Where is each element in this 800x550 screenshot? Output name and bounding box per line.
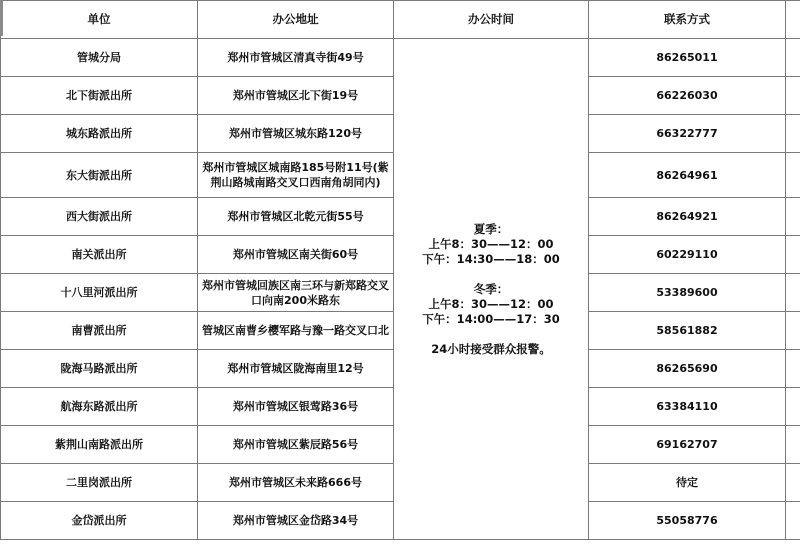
- edge-cell: [786, 350, 800, 388]
- winter-title: 冬季：: [473, 281, 509, 296]
- edge-cell: [786, 39, 800, 77]
- address-cell: 郑州市管城区北下街19号: [198, 77, 394, 115]
- phone-cell: 69162707: [589, 426, 786, 464]
- address-cell: 郑州市管城区北乾元街55号: [198, 198, 394, 236]
- summer-morning: 上午8：30——12：00: [428, 236, 554, 251]
- phone-cell: 58561882: [589, 312, 786, 350]
- winter-morning: 上午8：30——12：00: [428, 296, 554, 311]
- phone-cell: 55058776: [589, 502, 786, 540]
- address-cell: 郑州市管城区南关街60号: [198, 236, 394, 274]
- edge-cell: [786, 274, 800, 312]
- phone-cell: 66226030: [589, 77, 786, 115]
- address-cell: 郑州市管城区未来路666号: [198, 464, 394, 502]
- phone-cell: 86265690: [589, 350, 786, 388]
- header-unit: 单位: [1, 1, 198, 39]
- header-contact: 联系方式: [589, 1, 786, 39]
- unit-cell: 城东路派出所: [1, 115, 198, 153]
- address-cell: 郑州市管城区清真寺街49号: [198, 39, 394, 77]
- address-cell: 郑州市管城回族区南三环与新郑路交叉口向南200米路东: [198, 274, 394, 312]
- phone-cell: 86264921: [589, 198, 786, 236]
- edge-cell: [786, 502, 800, 540]
- winter-afternoon: 下午：14:00——17：30: [422, 311, 560, 326]
- phone-cell: 63384110: [589, 388, 786, 426]
- unit-cell: 南关派出所: [1, 236, 198, 274]
- address-cell: 郑州市管城区金岱路34号: [198, 502, 394, 540]
- phone-cell: 86265011: [589, 39, 786, 77]
- edge-cell: [786, 153, 800, 198]
- phone-cell: 60229110: [589, 236, 786, 274]
- phone-cell: 66322777: [589, 115, 786, 153]
- edge-cell: [786, 115, 800, 153]
- address-cell: 郑州市管城区城东路120号: [198, 115, 394, 153]
- address-cell: 郑州市管城区城南路185号附11号(紫荆山路城南路交叉口西南角胡同内): [198, 153, 394, 198]
- edge-cell: [786, 464, 800, 502]
- unit-cell: 十八里河派出所: [1, 274, 198, 312]
- phone-cell: 86264961: [589, 153, 786, 198]
- unit-cell: 二里岗派出所: [1, 464, 198, 502]
- unit-cell: 紫荆山南路派出所: [1, 426, 198, 464]
- header-hours: 办公时间: [394, 1, 589, 39]
- address-cell: 郑州市管城区紫辰路56号: [198, 426, 394, 464]
- alarm-note: 24小时接受群众报警。: [431, 341, 551, 356]
- header-edge-cell: [786, 1, 800, 39]
- edge-cell: [786, 77, 800, 115]
- unit-cell: 西大街派出所: [1, 198, 198, 236]
- edge-cell: [786, 236, 800, 274]
- office-hours-cell: [394, 39, 589, 540]
- edge-cell: [786, 426, 800, 464]
- summer-title: 夏季：: [473, 221, 509, 236]
- unit-cell: 航海东路派出所: [1, 388, 198, 426]
- address-cell: 管城区南曹乡樱军路与豫一路交叉口北: [198, 312, 394, 350]
- header-address: 办公地址: [198, 1, 394, 39]
- unit-cell: 管城分局: [1, 39, 198, 77]
- address-cell: 郑州市管城区银莺路36号: [198, 388, 394, 426]
- header-row: [1, 1, 800, 39]
- edge-cell: [786, 198, 800, 236]
- edge-cell: [786, 388, 800, 426]
- address-cell: 郑州市管城区陇海南里12号: [198, 350, 394, 388]
- summer-afternoon: 下午：14:30——18：00: [422, 251, 560, 266]
- left-edge-marker: [0, 0, 3, 36]
- table-row: [1, 39, 800, 77]
- edge-cell: [786, 312, 800, 350]
- unit-cell: 北下街派出所: [1, 77, 198, 115]
- phone-cell: 53389600: [589, 274, 786, 312]
- unit-cell: 金岱派出所: [1, 502, 198, 540]
- unit-cell: 东大街派出所: [1, 153, 198, 198]
- phone-cell: 待定: [589, 464, 786, 502]
- unit-cell: 陇海马路派出所: [1, 350, 198, 388]
- unit-cell: 南曹派出所: [1, 312, 198, 350]
